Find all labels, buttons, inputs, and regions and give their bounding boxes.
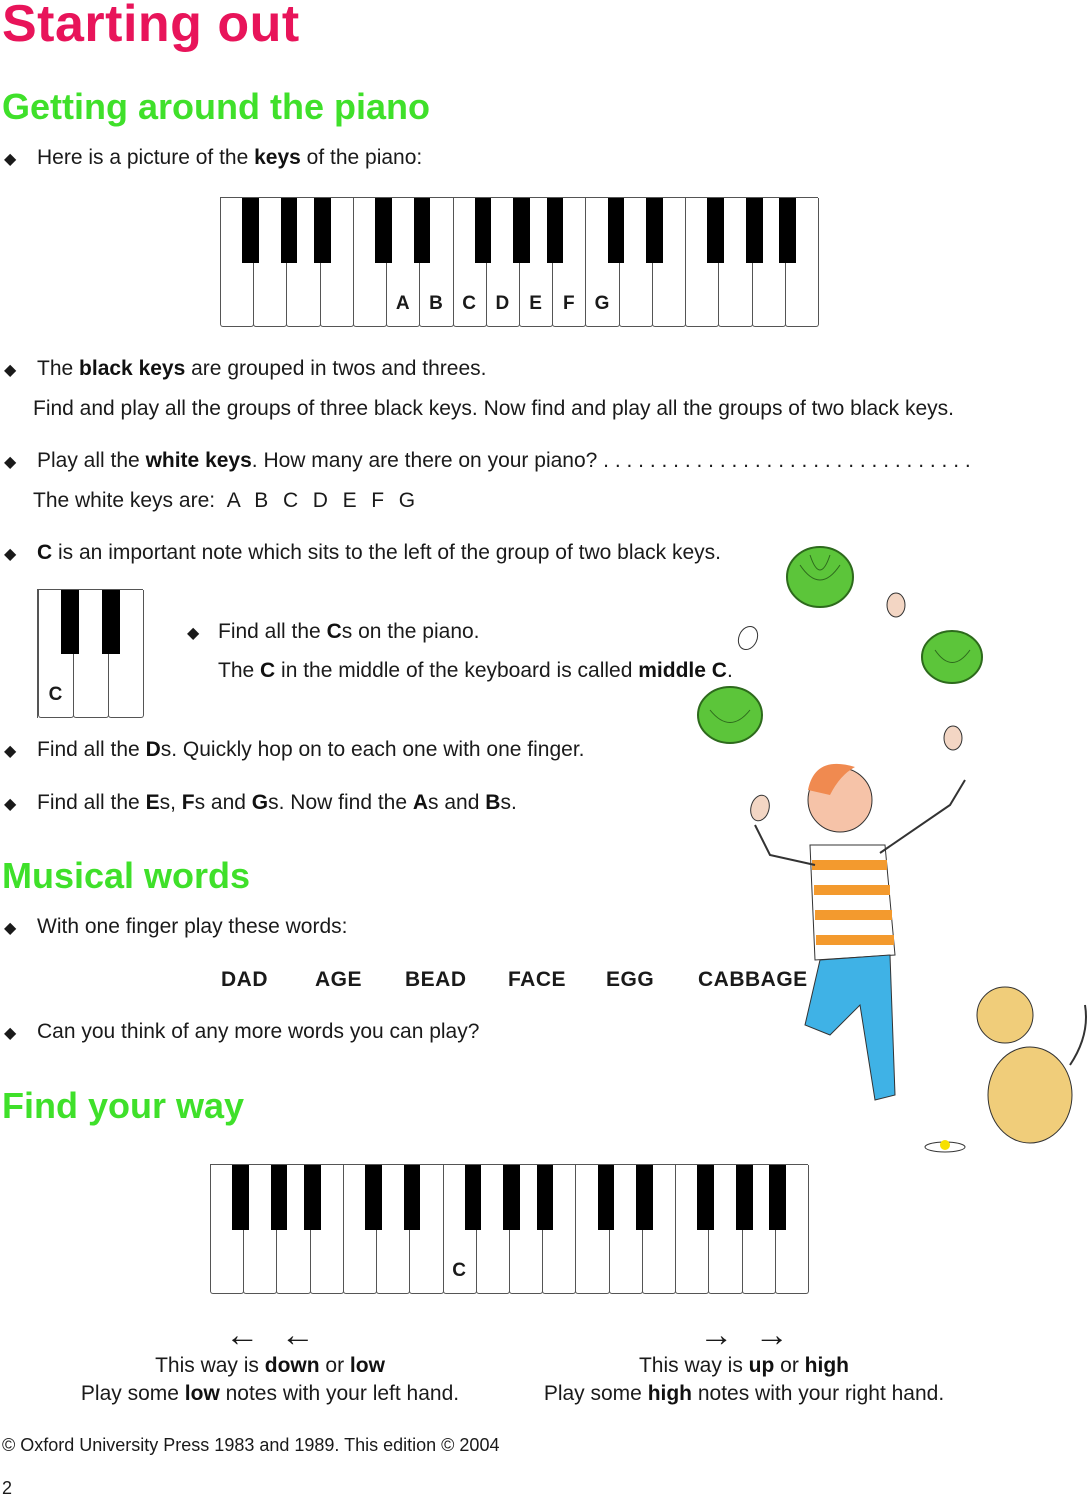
black-key (465, 1165, 482, 1230)
musical-words-intro: ◆ With one finger play these words: (4, 915, 348, 938)
black-key (547, 198, 564, 263)
diamond-bullet-icon: ◆ (4, 743, 17, 760)
intro-line: ◆ Here is a picture of the keys of the piano: (4, 146, 423, 169)
diamond-bullet-icon: ◆ (4, 1025, 17, 1042)
key-label: D (495, 293, 510, 314)
boy-icon (755, 764, 965, 1100)
copyright-notice: © Oxford University Press 1983 and 1989. This edition © 2004 (2, 1435, 500, 1455)
egg-icon (748, 793, 772, 823)
diamond-bullet-icon: ◆ (4, 920, 17, 937)
middle-c-line: The C in the middle of the keyboard is called middle C. (218, 659, 733, 682)
find-cs-line: ◆ Find all the Cs on the piano. (187, 620, 480, 643)
word-item: AGE (315, 968, 363, 991)
diamond-bullet-icon: ◆ (4, 362, 17, 379)
black-key (746, 198, 763, 263)
black-key (314, 198, 331, 263)
diamond-bullet-icon: ◆ (4, 796, 17, 813)
right-direction-block (514, 1318, 974, 1406)
key-label: C (452, 1260, 467, 1281)
find-efg-line: ◆ Find all the Es, Fs and Gs. Now find the As and Bs. (4, 791, 517, 814)
black-key (608, 198, 625, 263)
diamond-bullet-icon: ◆ (4, 151, 17, 168)
word-item: CABBAGE (698, 968, 808, 991)
black-keys-instruction: Find and play all the groups of three black keys. Now find and play all the groups of two black keys. (33, 397, 955, 420)
up-high-line: This way is up or high (638, 1354, 849, 1377)
dog-icon (977, 987, 1086, 1143)
key-label: G (594, 293, 610, 314)
juggling-boy-illustration (690, 535, 1090, 1165)
black-key (475, 198, 492, 263)
left-direction-block (40, 1318, 500, 1406)
page-title: Starting out (2, 0, 300, 53)
cabbage-icon (922, 631, 982, 683)
word-item: DAD (221, 968, 268, 991)
broken-egg-icon (925, 1140, 965, 1152)
key-label: F (563, 293, 575, 314)
black-key (414, 198, 431, 263)
key-label: C (48, 684, 63, 705)
black-key (697, 1165, 714, 1230)
black-key (779, 198, 796, 263)
diamond-bullet-icon: ◆ (4, 454, 17, 471)
cabbage-icon (698, 687, 762, 743)
black-key (365, 1165, 382, 1230)
black-key (503, 1165, 520, 1230)
key-label: E (529, 293, 542, 314)
section-heading-musical-words: Musical words (2, 855, 251, 896)
more-words-question: ◆ Can you think of any more words you can play? (4, 1020, 480, 1043)
black-keys-line: ◆ The black keys are grouped in twos and threes. (4, 357, 487, 380)
word-item: EGG (606, 968, 655, 991)
egg-icon (735, 623, 761, 652)
left-arrow-icon: ← ← (225, 1316, 315, 1354)
egg-icon (887, 593, 905, 617)
key-label: B (429, 293, 443, 314)
black-key (769, 1165, 786, 1230)
section-heading-getting-around: Getting around the piano (2, 86, 430, 127)
black-key (271, 1165, 288, 1230)
piano-keyboard-direction-diagram (210, 1164, 808, 1294)
right-arrow-icon: → → (699, 1316, 789, 1354)
black-key (61, 590, 79, 654)
low-notes-line: Play some low notes with your left hand. (80, 1382, 460, 1405)
c-note-line: ◆ C is an important note which sits to the left of the group of two black keys. (4, 541, 722, 564)
black-key (242, 198, 259, 263)
piano-keyboard-diagram (220, 197, 818, 327)
black-key (304, 1165, 321, 1230)
black-key (102, 590, 120, 654)
word-item: FACE (508, 968, 567, 991)
black-key (707, 198, 724, 263)
black-key (513, 198, 530, 263)
diamond-bullet-icon: ◆ (187, 625, 200, 642)
mini-keyboard-c-diagram (37, 589, 143, 718)
find-ds-line: ◆ Find all the Ds. Quickly hop on to each one with one finger. (4, 738, 585, 761)
black-key (646, 198, 663, 263)
diamond-bullet-icon: ◆ (4, 546, 17, 563)
black-key (232, 1165, 249, 1230)
high-notes-line: Play some high notes with your right hand. (543, 1382, 945, 1405)
black-key (598, 1165, 615, 1230)
page-number: 2 (2, 1478, 13, 1498)
key-label: C (462, 293, 477, 314)
black-key (736, 1165, 753, 1230)
white-keys-line: ◆ Play all the white keys. How many are there on your piano? . . . . . . . . . . . . . . . . . . . . . . . . . . . . . . . . (4, 449, 971, 472)
word-item: BEAD (405, 968, 467, 991)
white-keys-list: The white keys are: A B C D E F G (33, 489, 417, 512)
black-key (537, 1165, 554, 1230)
black-key (636, 1165, 653, 1230)
black-key (375, 198, 392, 263)
black-key (281, 198, 298, 263)
key-label: A (395, 293, 410, 314)
down-low-line: This way is down or low (155, 1354, 385, 1377)
cabbage-icon (787, 547, 853, 607)
section-heading-find-your-way: Find your way (2, 1085, 245, 1126)
egg-icon (944, 726, 962, 750)
black-key (404, 1165, 421, 1230)
